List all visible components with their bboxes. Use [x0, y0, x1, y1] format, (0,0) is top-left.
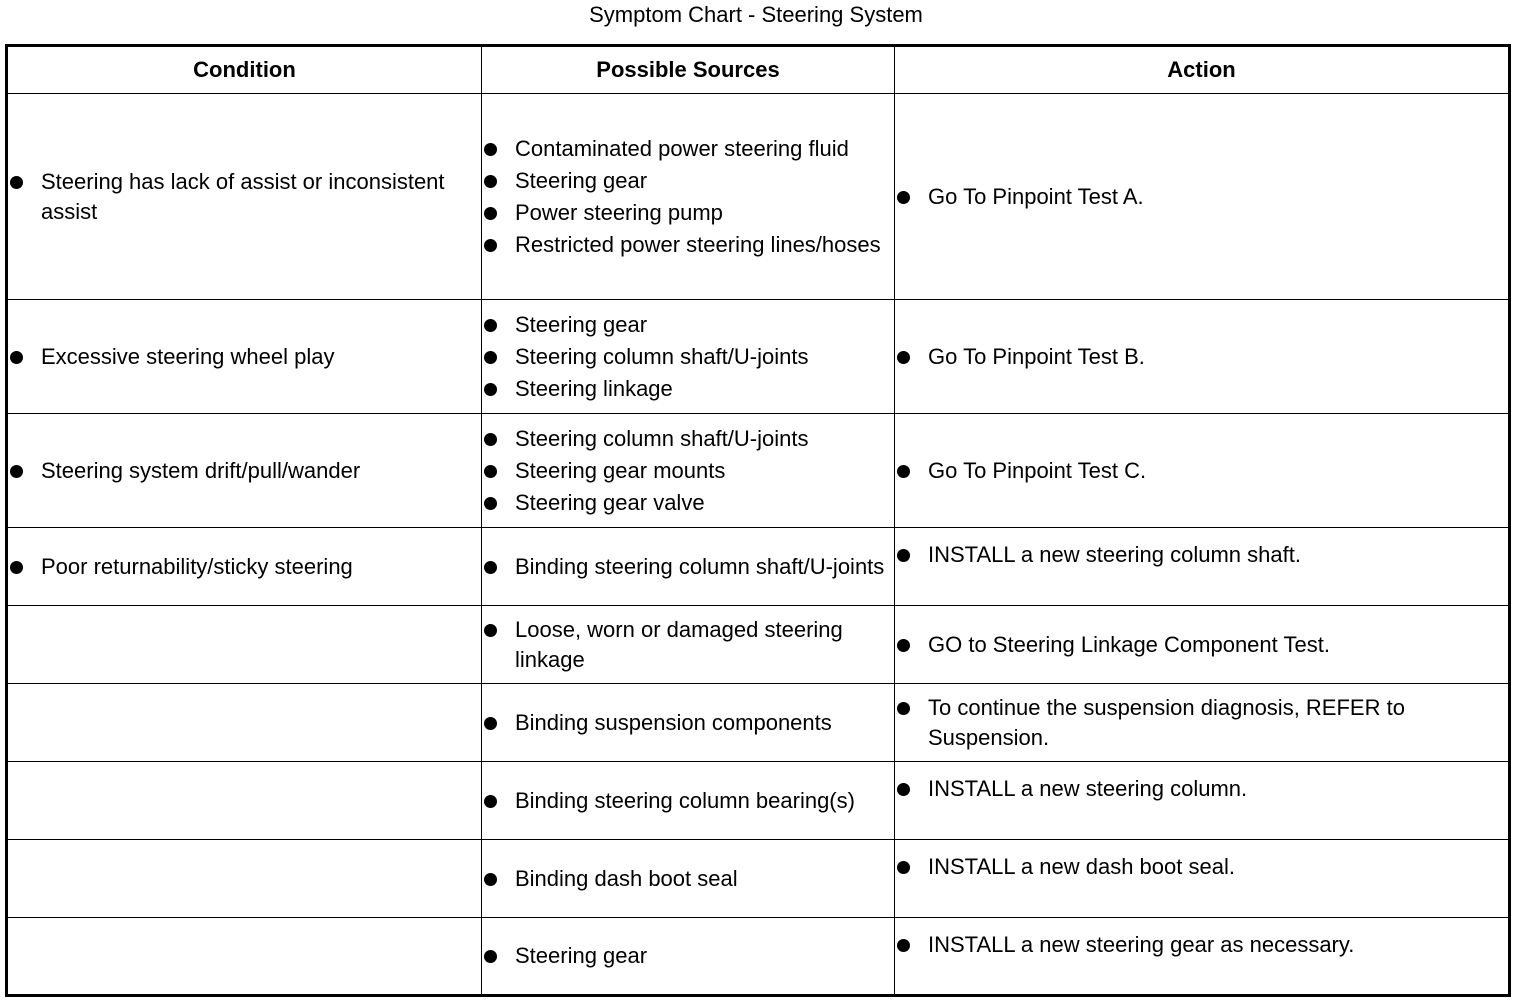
sources-cell: [482, 528, 895, 606]
source-item: Steering column shaft/U-joints: [482, 342, 894, 372]
action-cell: [895, 606, 1510, 684]
condition-item: Steering system drift/pull/wander: [8, 456, 481, 486]
source-item: Power steering pump: [482, 198, 894, 228]
table-row: [7, 94, 1510, 300]
condition-cell: [7, 762, 482, 840]
source-item: Binding steering column bearing(s): [482, 786, 894, 816]
condition-item: Steering has lack of assist or inconsistent assist: [8, 167, 481, 227]
condition-item: Poor returnability/sticky steering: [8, 552, 481, 582]
condition-cell: [7, 414, 482, 528]
action-item: Go To Pinpoint Test A.: [895, 182, 1508, 212]
header-condition: Condition: [7, 46, 482, 94]
source-item: Binding steering column shaft/U-joints: [482, 552, 894, 582]
action-item: INSTALL a new steering gear as necessary.: [895, 930, 1508, 960]
sources-cell: [482, 300, 895, 414]
symptom-table: [5, 44, 1511, 997]
action-item: INSTALL a new steering column.: [895, 774, 1508, 804]
chart-title: Symptom Chart - Steering System: [589, 2, 923, 27]
action-cell: [895, 300, 1510, 414]
condition-cell: [7, 528, 482, 606]
sources-cell: [482, 684, 895, 762]
action-cell: [895, 528, 1510, 606]
source-item: Steering gear valve: [482, 488, 894, 518]
condition-cell: [7, 684, 482, 762]
source-item: Steering gear: [482, 166, 894, 196]
action-cell: [895, 918, 1510, 996]
source-item: Steering column shaft/U-joints: [482, 424, 894, 454]
action-item: INSTALL a new dash boot seal.: [895, 852, 1508, 882]
action-cell: [895, 762, 1510, 840]
action-item: GO to Steering Linkage Component Test.: [895, 630, 1508, 660]
source-item: Binding dash boot seal: [482, 864, 894, 894]
action-item: INSTALL a new steering column shaft.: [895, 540, 1508, 570]
condition-cell: [7, 918, 482, 996]
source-item: Steering gear: [482, 310, 894, 340]
source-item: Binding suspension components: [482, 708, 894, 738]
source-item: Loose, worn or damaged steering linkage: [482, 615, 894, 675]
action-item: Go To Pinpoint Test C.: [895, 456, 1508, 486]
action-item: Go To Pinpoint Test B.: [895, 342, 1508, 372]
table-row: [7, 414, 1510, 528]
source-item: Steering linkage: [482, 374, 894, 404]
table-row: [7, 684, 1510, 762]
sources-cell: [482, 762, 895, 840]
source-item: Steering gear: [482, 941, 894, 971]
sources-cell: [482, 414, 895, 528]
condition-cell: [7, 606, 482, 684]
source-item: Contaminated power steering fluid: [482, 134, 894, 164]
header-row: [7, 46, 1510, 94]
table-row: [7, 762, 1510, 840]
action-cell: [895, 840, 1510, 918]
sources-cell: [482, 606, 895, 684]
source-item: Steering gear mounts: [482, 456, 894, 486]
header-action: Action: [895, 46, 1510, 94]
condition-cell: [7, 840, 482, 918]
action-cell: [895, 684, 1510, 762]
source-item: Restricted power steering lines/hoses: [482, 230, 894, 260]
table-row: [7, 300, 1510, 414]
condition-item: Excessive steering wheel play: [8, 342, 481, 372]
table-row: [7, 918, 1510, 996]
table-row: [7, 528, 1510, 606]
action-cell: [895, 94, 1510, 300]
header-possible-sources: Possible Sources: [482, 46, 895, 94]
sources-cell: [482, 840, 895, 918]
action-cell: [895, 414, 1510, 528]
sources-cell: [482, 94, 895, 300]
condition-cell: [7, 94, 482, 300]
sources-cell: [482, 918, 895, 996]
table-row: [7, 840, 1510, 918]
condition-cell: [7, 300, 482, 414]
action-item: To continue the suspension diagnosis, REFER to Suspension.: [895, 693, 1508, 753]
table-row: [7, 606, 1510, 684]
